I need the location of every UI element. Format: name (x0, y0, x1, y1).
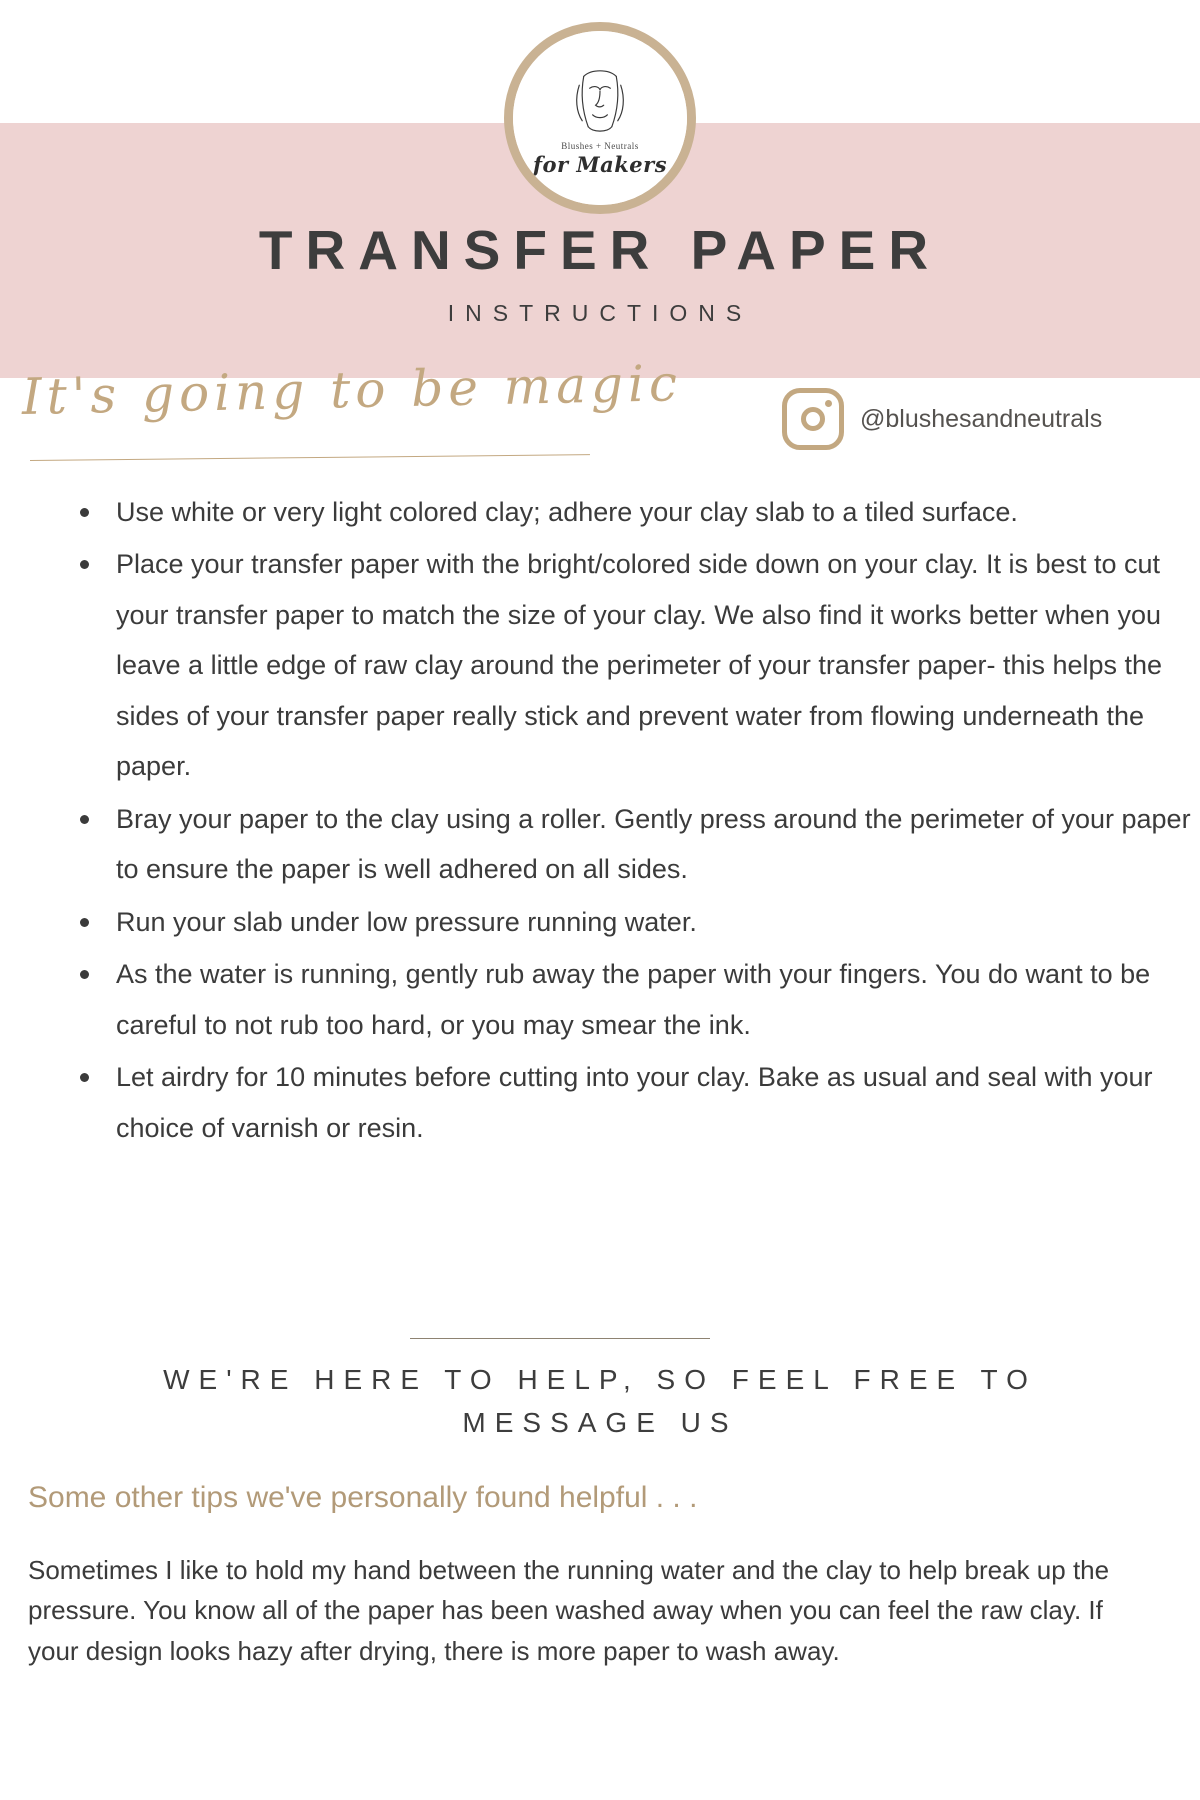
list-item: As the water is running, gently rub away the paper with your fingers. You do want to be careful to not rub too hard, or you may smear the ink. (76, 949, 1200, 1050)
logo-script-text: for Makers (532, 151, 668, 177)
woman-face-line-art-icon (563, 66, 637, 140)
list-item: Use white or very light colored clay; adhere your clay slab to a tiled surface. (76, 487, 1200, 537)
instagram-icon (782, 388, 844, 450)
page-subtitle: INSTRUCTIONS (447, 300, 753, 326)
help-heading-line1: WE'RE HERE TO HELP, SO FEEL FREE TO (163, 1364, 1037, 1395)
list-item: Run your slab under low pressure running water. (76, 897, 1200, 947)
instagram-handle-label: @blushesandneutrals (860, 404, 1103, 433)
script-tagline: It's going to be magic (21, 354, 683, 426)
help-heading-line2: MESSAGE US (462, 1407, 738, 1439)
section-divider (410, 1338, 710, 1339)
tips-body: Sometimes I like to hold my hand between the running water and the clay to help break up the pressure. You know all of the paper has been washed away when you can feel the raw clay. If your design looks hazy after drying, there is more paper to wash away. (28, 1555, 1110, 1666)
help-heading (60, 1358, 1140, 1445)
page-title: TRANSFER PAPER (258, 219, 942, 281)
logo-small-text: Blushes + Neutrals (561, 140, 639, 151)
list-item: Let airdry for 10 minutes before cutting into your clay. Bake as usual and seal with your choice of varnish or resin. (76, 1052, 1200, 1153)
tagline-underline (30, 454, 590, 461)
list-item: Bray your paper to the clay using a roller. Gently press around the perimeter of your paper to ensure the paper is well adhered on all sides. (76, 794, 1200, 895)
instruction-steps-list (28, 487, 1200, 1155)
tips-heading: Some other tips we've personally found helpful . . . (28, 1481, 698, 1514)
logo-inner (513, 31, 687, 205)
instagram-handle-row[interactable] (782, 388, 1102, 450)
list-item: Place your transfer paper with the bright/colored side down on your clay. It is best to cut your transfer paper to match the size of your clay. We also find it works better when you leave a little edge of raw clay around the perimeter of your transfer paper- this helps the sides of your transfer paper really stick and prevent water from flowing underneath the paper. (76, 539, 1200, 791)
brand-logo (504, 22, 696, 214)
